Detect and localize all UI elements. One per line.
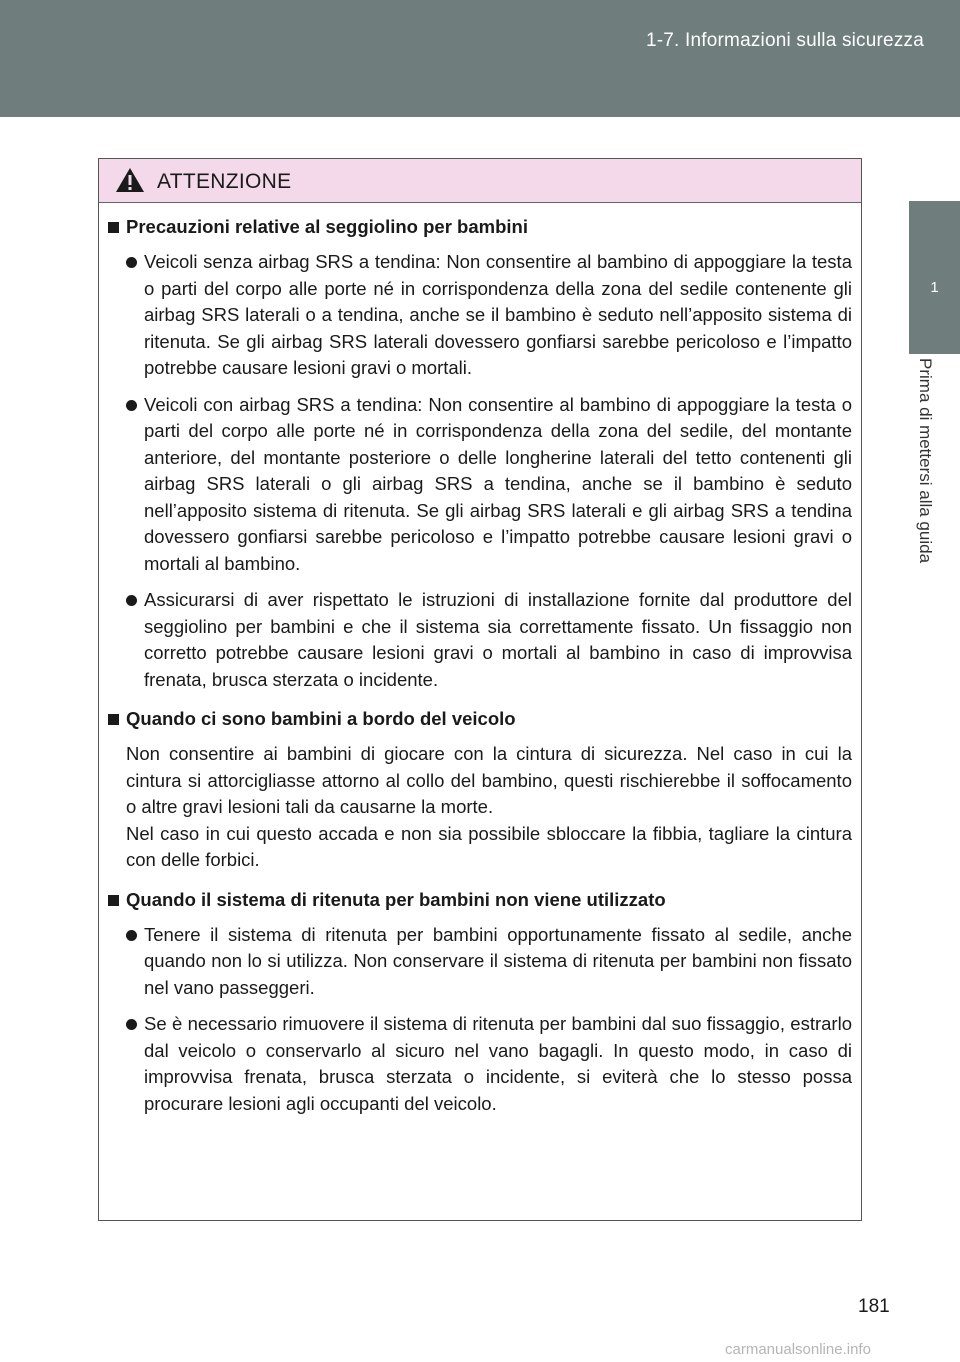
paragraph: Non consentire ai bambini di giocare con la cintura di sicurezza. Nel caso in cui la cintura si attorcigliasse attorno al collo del bambino, questi rischierebbe il soffocamento o altre gravi lesioni tali da causarne la morte. [126,743,852,817]
section-title-text: Quando ci sono bambini a bordo del veicolo [126,708,516,729]
section-title-text: Quando il sistema di ritenuta per bambini non viene utilizzato [126,888,666,910]
header-bar [0,0,960,117]
list-item-text: Veicoli con airbag SRS a tendina: Non consentire al bambino di appoggiare la testa o parti del corpo alle porte né in corrispondenza della zona del sedile, del montante anteriore, del montante posteriore o delle longherine laterali del tetto contenenti gli airbag SRS laterali o gli airbag SRS a tendina, anche se il bambino è seduto nell’apposito sistema di ritenuta. Se gli airbag SRS laterali e gli airbag SRS a tendina dovessero gonfiarsi sarebbe pericoloso e l’impatto potrebbe causare lesioni gravi o mortali al bambino. [144,393,852,574]
round-bullet-icon [126,400,137,411]
section-child-seat-precautions [108,214,852,693]
warning-title: ATTENZIONE [157,170,292,193]
chapter-title: 1-7. Informazioni sulla sicurezza [646,30,924,51]
list-item [108,392,852,578]
page-number: 181 [858,1296,890,1317]
list-item [108,587,852,693]
list-item [108,922,852,1002]
list-item-text: Veicoli senza airbag SRS a tendina: Non consentire al bambino di appoggiare la testa o parti del corpo alle porte né in corrispondenza della zona del sedile contenente gli airbag SRS laterali o a tendina, anche se il bambino è seduto nell’apposito sistema di ritenuta. Se gli airbag SRS laterali dovessero gonfiarsi sarebbe pericoloso e l’impatto potrebbe causare lesioni gravi o mortali. [144,251,852,378]
warning-triangle-icon [115,167,145,193]
round-bullet-icon [126,257,137,268]
list-item [108,249,852,382]
warning-header [99,159,861,203]
watermark: carmanualsonline.info [725,1341,871,1358]
section-title [108,706,852,732]
warning-box [98,158,862,1221]
warning-content [99,203,861,1117]
round-bullet-icon [126,1019,137,1030]
section-title [108,887,852,913]
paragraph: Nel caso in cui questo accada e non sia possibile sbloccare la fibbia, tagliare la cintura con delle forbici. [126,822,852,870]
list-item-text: Se è necessario rimuovere il sistema di ritenuta per bambini dal suo fissaggio, estrarlo dal veicolo o conservarlo al sicuro nel vano bagagli. In questo modo, in caso di improvvisa frenata, brusca sterzata o incidente, si eviterà che lo stesso possa procurare lesioni agli occupanti del veicolo. [144,1013,852,1114]
list-item-text: Assicurarsi di aver rispettato le istruzioni di installazione fornite dal produttore del seggiolino per bambini e che il sistema sia correttamente fissato. Un fissaggio non corretto potrebbe causare lesioni gravi o mortali al bambino in caso di improvvisa frenata, brusca sterzata o incidente. [144,589,852,690]
square-bullet-icon [108,222,119,233]
side-tab-label [909,358,960,628]
list-item [108,1011,852,1117]
section-title-text: Precauzioni relative al seggiolino per bambini [126,216,528,237]
round-bullet-icon [126,595,137,606]
square-bullet-icon [108,895,119,906]
round-bullet-icon [126,930,137,941]
section-children-on-board [108,706,852,874]
section-restraint-not-used [108,887,852,1118]
list-item-text: Tenere il sistema di ritenuta per bambini opportunamente fissato al sedile, anche quando non lo si utilizza. Non conservare il sistema di ritenuta per bambini non fissato nel vano passeggeri. [144,923,852,998]
square-bullet-icon [108,714,119,725]
side-tab-label-text: Prima di mettersi alla guida [916,358,935,564]
side-tab[interactable] [909,201,960,354]
side-tab-number: 1 [930,279,939,296]
section-title [108,214,852,240]
